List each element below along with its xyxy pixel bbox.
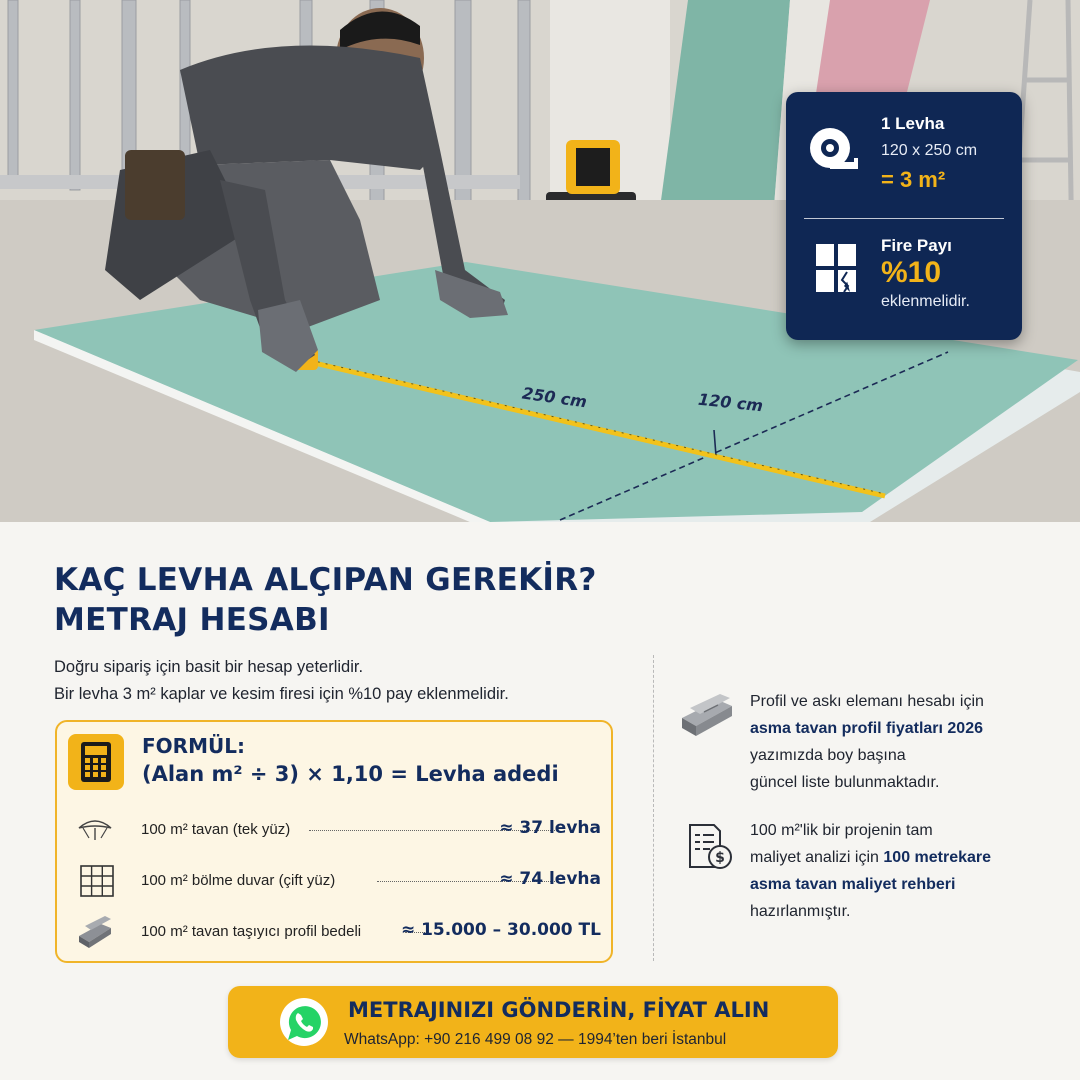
cost-guide-note (680, 817, 1040, 927)
whatsapp-icon (278, 996, 330, 1048)
calc-row-label: 100 m² tavan taşıyıcı profil bedeli (141, 923, 362, 940)
calc-row-ceiling (71, 810, 603, 850)
calc-row-wall (71, 861, 603, 901)
svg-text:$: $ (715, 850, 725, 866)
sheet-title: 1 Levha (881, 114, 945, 133)
intro-line-2: Bir levha 3 m² kaplar ve kesim firesi için %10 pay eklenmelidir. (54, 685, 509, 703)
calc-row-value: ≈ 37 levha (499, 818, 601, 838)
formula-box (55, 720, 613, 963)
cta-subtitle: WhatsApp: +90 216 499 08 92 — 1994’ten beri İstanbul (344, 1031, 727, 1048)
profile-price-note (680, 688, 1040, 798)
title-line-1: KAÇ LEVHA ALÇIPAN GEREKİR? (54, 562, 597, 598)
calc-row-profile (71, 912, 603, 952)
profile-price-text (750, 688, 1050, 796)
cost-guide-link-part-1[interactable]: 100 metrekare (883, 849, 992, 866)
cta-title: METRAJINIZI GÖNDERİN, FİYAT ALIN (348, 998, 770, 1022)
calc-row-value: ≈ 15.000 – 30.000 TL (400, 920, 601, 940)
sheet-size: 120 x 250 cm (881, 142, 978, 159)
profile-note-line-1: Profil ve askı elemanı hesabı için (750, 693, 984, 710)
intro-line-1: Doğru sipariş için basit bir hesap yeterlidir. (54, 658, 364, 676)
waste-info (786, 236, 1022, 330)
hero-photo (0, 0, 1080, 522)
tape-measure-icon (806, 120, 862, 176)
calc-row-label: 100 m² tavan (tek yüz) (141, 821, 291, 838)
grid-wall-icon (75, 863, 115, 899)
invoice-cost-icon (686, 821, 736, 873)
formula-expression: (Alan m² ÷ 3) × 1,10 = Levha adedi (142, 762, 559, 786)
waste-value: %10 (881, 256, 942, 289)
calc-row-value: ≈ 74 levha (499, 869, 601, 889)
info-card (786, 92, 1022, 340)
length-dimension-label: 250 cm (520, 383, 589, 412)
cost-note-line-1: 100 m²'lik bir projenin tam (750, 822, 933, 839)
formula-label: FORMÜL: (142, 734, 245, 758)
panels-icon (814, 242, 858, 294)
ceiling-lamp-icon (75, 812, 115, 848)
title-line-2: METRAJ HESABI (54, 602, 330, 638)
sheet-area: = 3 m² (881, 167, 946, 192)
profiles-icon (680, 692, 736, 742)
cost-note-line-2-prefix: maliyet analizi için (750, 849, 884, 866)
cost-guide-link[interactable]: asma tavan maliyet rehberi (750, 876, 956, 893)
column-divider (653, 655, 654, 961)
whatsapp-cta-button[interactable] (228, 986, 838, 1058)
waste-note: eklenmelidir. (881, 293, 970, 310)
profile-note-line-4: güncel liste bulunmaktadır. (750, 774, 940, 791)
card-divider (804, 218, 1004, 219)
calculator-icon (68, 734, 124, 790)
cost-note-line-2 (750, 844, 1050, 871)
steel-profile-icon (75, 914, 115, 950)
sheet-info (786, 114, 1022, 214)
width-dimension-label: 120 cm (697, 389, 764, 416)
calc-row-label: 100 m² bölme duvar (çift yüz) (141, 872, 336, 889)
intro-text (54, 654, 509, 708)
cost-note-line-4: hazırlanmıştır. (750, 903, 851, 920)
profile-note-line-3: yazımızda boy başına (750, 747, 906, 764)
profile-prices-link[interactable]: asma tavan profil fiyatları 2026 (750, 720, 983, 737)
cost-guide-text (750, 817, 1050, 925)
waste-title: Fire Payı (881, 236, 952, 255)
page-title (54, 560, 597, 640)
